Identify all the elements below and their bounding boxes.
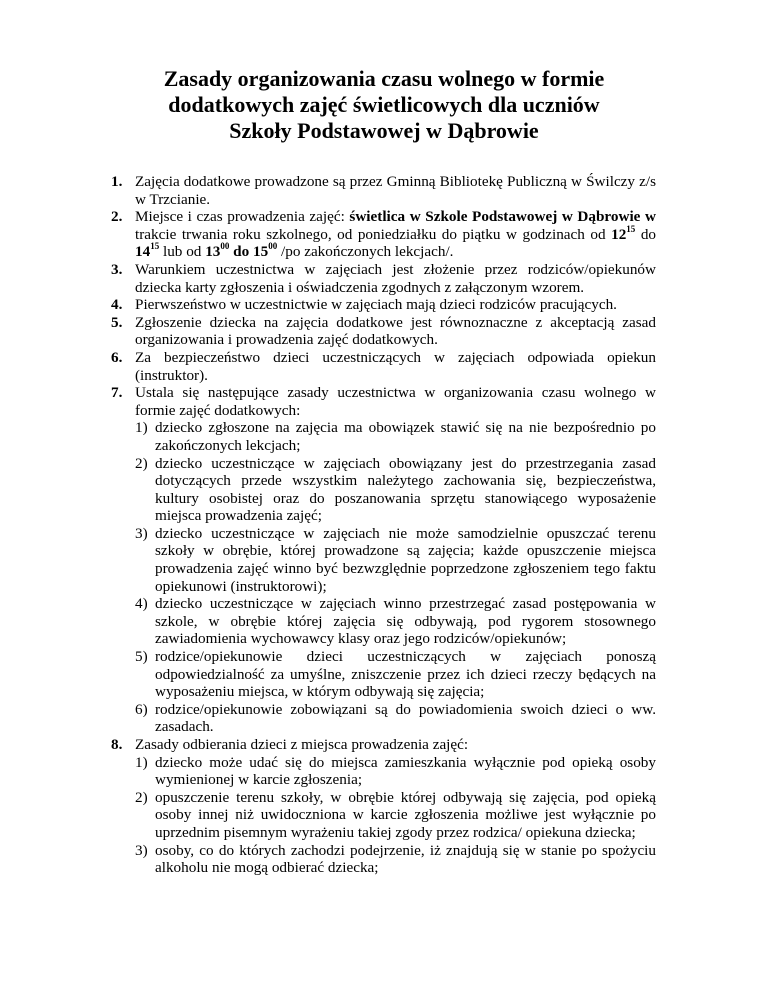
sub-rule-text: dziecko zgłoszone na zajęcia ma obowiązek stawić się na nie bezpośrednio po zakończonych lekcjach; (155, 419, 656, 454)
rule-item-7 (111, 384, 656, 419)
sub-rule-number: 3) (135, 841, 148, 859)
time-start-1: $12^{15}$ (611, 223, 636, 243)
rule-text: Zasady odbierania dzieci z miejsca prowadzenia zajęć: (135, 736, 469, 753)
sub-rule-7-3 (111, 525, 656, 595)
sub-rule-7-6 (111, 701, 656, 736)
sub-rule-text: rodzice/opiekunowie zobowiązani są do powiadomienia swoich dzieci o ww. zasadach. (155, 700, 656, 736)
rule-item-5 (111, 314, 656, 349)
rule-item-2 (111, 208, 656, 261)
sub-rule-number: 3) (135, 524, 148, 542)
sub-rule-number: 5) (135, 648, 148, 666)
rule-item-1 (111, 173, 656, 208)
title-line-2: dodatkowych zajęć świetlicowych dla uczniów (168, 92, 600, 117)
sub-rule-number: 1) (135, 419, 148, 437)
sub-rule-number: 2) (135, 454, 148, 472)
rule-text: Ustala się następujące zasady uczestnictwa w organizowania czasu wolnego w formie zajęć dodatkowych: (135, 384, 656, 419)
time-start-2: $13^{00}$ (205, 241, 230, 261)
sub-rule-8-1 (111, 754, 656, 789)
rule-text: Pierwszeństwo w uczestnictwie w zajęciach mają dzieci rodziców pracujących. (135, 296, 617, 314)
sub-rule-8-2 (111, 789, 656, 842)
title-line-3: Szkoły Podstawowej w Dąbrowie (229, 118, 539, 143)
rules-list (111, 173, 656, 877)
sub-rule-text: dziecko może udać się do miejsca zamieszkania wyłącznie pod opieką osoby wymienionej w karcie zgłoszenia; (155, 753, 656, 789)
sub-rule-number: 4) (135, 595, 148, 613)
sub-rule-number: 2) (135, 788, 148, 806)
title-line-1: Zasady organizowania czasu wolnego w formie (163, 66, 605, 91)
sub-rule-number: 6) (135, 700, 148, 718)
rule-item-8 (111, 736, 656, 754)
rule-text: Zajęcia dodatkowe prowadzone są przez Gminną Bibliotekę Publiczną w Świlczy z/s w Trzcianie. (135, 173, 656, 208)
venue-bold: świetlica w Szkole Podstawowej w Dąbrowie w (349, 208, 656, 226)
rule-item-6 (111, 349, 656, 384)
sub-rule-text: dziecko uczestniczące w zajęciach winno przestrzegać zasad postępowania w szkole, w obrębie której zajęcia się odbywają, pod rygorem stosownego zawiadomienia wychowawcy klasy oraz jego rodziców/opiekunów; (155, 595, 656, 648)
rule-text: Warunkiem uczestnictwa w zajęciach jest złożenie przez rodziców/opiekunów dziecka karty zgłoszenia i oświadczenia zgodnych z załączonym wzorem. (135, 260, 656, 296)
rule-item-4 (111, 296, 656, 314)
rule-number: 6. (111, 348, 123, 366)
sub-rule-text: rodzice/opiekunowie dzieci uczestniczących w zajęciach ponoszą odpowiedzialność za umyślne, zniszczenie przez ich dzieci rzeczy będących na wyposażeniu miejsca, w którym odbywają się zajęcia; (155, 648, 656, 701)
rule-item-3 (111, 261, 656, 296)
rule-number: 7. (111, 384, 123, 402)
rule-number: 8. (111, 736, 123, 753)
rule-number: 4. (111, 296, 123, 314)
sub-rule-text: dziecko uczestniczące w zajęciach nie może samodzielnie opuszczać terenu szkoły w obrębie, której prowadzone są zajęcia; każde opuszczenie miejsca prowadzenia zajęć winno być bezwzględnie poprzedzone zgłoszeniem tego faktu opiekunowi (instruktorowi); (155, 524, 656, 595)
sub-rule-text: opuszczenie terenu szkoły, w obrębie której odbywają się zajęcia, pod opieką osoby innej niż uwidoczniona w karcie zgłoszenia możliwe jest wyłącznie po uprzednim pisemnym wyrażeniu takiej zgody przez rodzica/ opiekuna dziecka; (155, 788, 656, 841)
rule-number: 1. (111, 173, 123, 190)
rule-text: Miejsce i czas prowadzenia zajęć: świetlica w Szkole Podstawowej w Dąbrowie w trakcie trwania roku szkolnego, od poniedziałku do piątku w godzinach od $12^{15}$ do $14^{15}$ lub od $13^{00}$ do $15^{00}$ /po zakończonych lekcjach/. (135, 208, 657, 261)
sub-rule-8-3 (111, 842, 656, 877)
document-title (0, 66, 768, 144)
rule-number: 5. (111, 313, 123, 331)
sub-rule-text: dziecko uczestniczące w zajęciach obowiązany jest do przestrzegania zasad dotyczących przede wszystkim należytego zachowania się, bezpieczeństwa, kultury osobistej oraz do poszanowania sprzętu stanowiącego wyposażenie miejsca prowadzenia zajęć; (155, 454, 656, 525)
rule-number: 3. (111, 260, 123, 278)
sub-rule-number: 1) (135, 753, 148, 771)
rule-number: 2. (111, 208, 123, 226)
time-end-2: $15^{00}$ (253, 241, 278, 261)
sub-rule-text: osoby, co do których zachodzi podejrzenie, iż znajdują się w stanie po spożyciu alkoholu nie mogą odbierać dziecka; (155, 841, 656, 877)
rule-text: Za bezpieczeństwo dzieci uczestniczących w zajęciach odpowiada opiekun (instruktor). (135, 348, 656, 384)
sub-rule-7-5 (111, 648, 656, 701)
sub-rule-7-2 (111, 455, 656, 525)
sub-rule-7-4 (111, 595, 656, 648)
time-end-1: $14^{15}$ (135, 241, 160, 261)
rule-text: Zgłoszenie dziecka na zajęcia dodatkowe jest równoznaczne z akceptacją zasad organizowania i prowadzenia zajęć dodatkowych. (135, 313, 656, 349)
sub-rule-7-1 (111, 419, 656, 454)
